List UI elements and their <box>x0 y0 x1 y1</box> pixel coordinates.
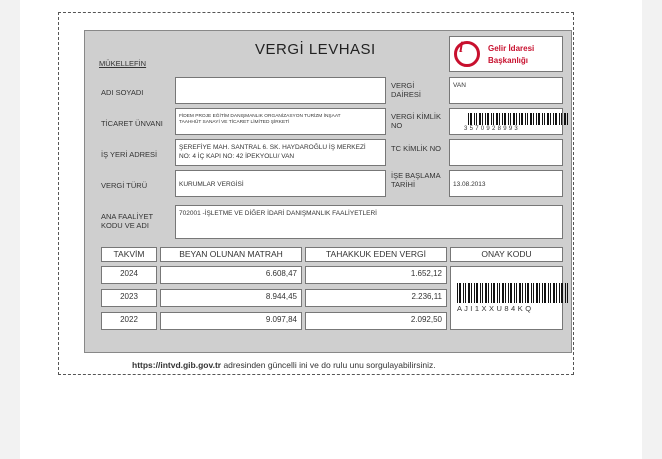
barcode-bar <box>514 283 515 303</box>
barcode-bar <box>544 113 545 125</box>
barcode-bar <box>513 113 515 125</box>
page-title: VERGİ LEVHASI <box>255 41 376 58</box>
table-header-tax: TAHAKKUK EDEN VERGİ <box>305 247 447 262</box>
barcode-bar <box>538 113 540 125</box>
row-2022-year: 2022 <box>101 312 157 330</box>
barcode-bar <box>542 113 543 125</box>
start-label-2: TARİHİ <box>391 180 416 189</box>
barcode-bar <box>465 283 466 303</box>
barcode-bar <box>531 283 532 303</box>
barcode-bar <box>544 283 546 303</box>
tax-id-number: 3 5 7 0 9 2 8 9 9 3 <box>464 126 519 132</box>
gib-logo-text-1: Gelir İdaresi <box>488 44 535 53</box>
barcode-bar <box>474 283 475 303</box>
barcode-bar <box>457 283 458 303</box>
barcode-bar <box>474 113 475 125</box>
tax-plate-panel <box>84 30 572 353</box>
barcode-bar <box>499 113 500 125</box>
section-label: MÜKELLEFİN <box>99 59 147 68</box>
gib-logo-icon <box>454 41 480 67</box>
barcode-bar <box>491 113 492 125</box>
barcode-bar <box>485 283 487 303</box>
barcode-bar <box>553 113 554 125</box>
barcode-bar <box>533 283 534 303</box>
barcode-bar <box>479 113 481 125</box>
trade-name-label: TİCARET ÜNVANI <box>101 119 163 128</box>
barcode-bar <box>482 283 483 303</box>
trade-name-line-1: FİDEM PROJE EĞİTİM DANIŞMANLIK ORGANİZASYON TURİZM İNŞAAT <box>179 114 341 119</box>
barcode-bar <box>487 113 489 125</box>
barcode-bar <box>497 283 498 303</box>
barcode-bar <box>491 283 492 303</box>
barcode-bar <box>505 283 506 303</box>
start-label-1: İŞE BAŞLAMA <box>391 171 441 180</box>
barcode-bar <box>527 113 528 125</box>
barcode-bar <box>502 113 503 125</box>
approval-barcode <box>457 283 570 303</box>
barcode-bar <box>553 283 555 303</box>
gib-logo <box>449 36 563 72</box>
tax-type-label: VERGİ TÜRÜ <box>101 181 148 190</box>
barcode-bar <box>536 283 538 303</box>
barcode-bar <box>510 283 512 303</box>
office-field: VAN <box>449 77 563 104</box>
row-2023-matrah: 8.944,45 <box>160 289 302 307</box>
barcode-bar <box>555 113 557 125</box>
barcode-bar <box>485 113 486 125</box>
barcode-bar <box>499 283 500 303</box>
barcode-bar <box>525 113 526 125</box>
address-line-1: ŞEREFİYE MAH. SANTRAL 6. SK. HAYDAROĞLU İŞ MERKEZİ <box>179 144 366 151</box>
activity-label-2: KODU VE ADI <box>101 221 149 230</box>
activity-label-1: ANA FAALİYET <box>101 212 154 221</box>
barcode-bar <box>550 283 551 303</box>
barcode-bar <box>564 113 566 125</box>
barcode-bar <box>510 113 511 125</box>
row-2024-tax: 1.652,12 <box>305 266 447 284</box>
row-2024-matrah: 6.608,47 <box>160 266 302 284</box>
barcode-bar <box>530 113 532 125</box>
barcode-bar <box>482 113 483 125</box>
tax-id-field <box>449 108 563 135</box>
barcode-bar <box>525 283 526 303</box>
footer-note <box>132 360 436 370</box>
barcode-bar <box>508 283 509 303</box>
barcode-bar <box>548 283 549 303</box>
barcode-bar <box>493 283 495 303</box>
row-2022-tax: 2.092,50 <box>305 312 447 330</box>
barcode-bar <box>567 283 568 303</box>
tax-id-barcode <box>468 112 570 125</box>
table-header-year: TAKVİM <box>101 247 157 262</box>
barcode-bar <box>480 283 481 303</box>
tax-id-label-1: VERGİ KİMLİK <box>391 112 442 121</box>
barcode-bar <box>502 283 504 303</box>
barcode-bar <box>559 113 560 125</box>
name-label: ADI SOYADI <box>101 88 144 97</box>
barcode-bar <box>547 113 549 125</box>
barcode-bar <box>459 283 461 303</box>
address-field <box>175 139 386 166</box>
row-2024-year: 2024 <box>101 266 157 284</box>
barcode-bar <box>559 283 560 303</box>
barcode-bar <box>536 113 537 125</box>
table-header-approval: ONAY KODU <box>450 247 563 262</box>
name-field <box>175 77 386 104</box>
barcode-bar <box>516 283 517 303</box>
approval-code-text: A J I 1 X X U 8 4 K Q <box>457 304 532 313</box>
address-label: İŞ YERİ ADRESİ <box>101 150 158 159</box>
tax-id-label-2: NO <box>391 121 403 130</box>
row-2023-tax: 2.236,11 <box>305 289 447 307</box>
barcode-bar <box>504 113 506 125</box>
barcode-bar <box>476 113 477 125</box>
barcode-bar <box>542 283 543 303</box>
barcode-bar <box>556 283 557 303</box>
barcode-bar <box>516 113 517 125</box>
barcode-bar <box>550 113 551 125</box>
barcode-bar <box>561 283 563 303</box>
approval-code-box <box>450 266 563 330</box>
barcode-bar <box>521 113 523 125</box>
row-2022-matrah: 9.097,84 <box>160 312 302 330</box>
barcode-bar <box>561 113 562 125</box>
barcode-bar <box>522 283 523 303</box>
start-date-field: 13.08.2013 <box>449 170 563 197</box>
tc-label: TC KİMLİK NO <box>391 144 442 153</box>
barcode-bar <box>476 283 478 303</box>
barcode-bar <box>468 283 470 303</box>
barcode-bar <box>468 113 469 125</box>
tax-type-field: KURUMLAR VERGİSİ <box>175 170 386 197</box>
barcode-bar <box>496 113 498 125</box>
barcode-bar <box>539 283 540 303</box>
barcode-bar <box>527 283 529 303</box>
gib-logo-letter: i <box>459 40 464 56</box>
activity-field: 702001 -İŞLETME VE DİĞER İDARİ DANIŞMANLIK FAALİYETLERİ <box>175 205 563 239</box>
office-label-1: VERGİ <box>391 81 415 90</box>
barcode-bar <box>493 113 494 125</box>
barcode-bar <box>508 113 509 125</box>
row-2023-year: 2023 <box>101 289 157 307</box>
barcode-bar <box>565 283 566 303</box>
office-label-2: DAİRESİ <box>391 90 422 99</box>
table-header-matrah: BEYAN OLUNAN MATRAH <box>160 247 302 262</box>
trade-name-line-2: TAAHHÜT SANAYİ VE TİCARET LİMİTED ŞİRKETİ <box>179 120 290 125</box>
barcode-bar <box>567 113 568 125</box>
barcode-bar <box>470 113 472 125</box>
footer-url[interactable]: https://intvd.gib.gov.tr <box>132 360 222 370</box>
address-line-2: NO: 4 İÇ KAPI NO: 42 İPEKYOLU/ VAN <box>179 153 295 160</box>
gib-logo-text-2: Başkanlığı <box>488 56 529 65</box>
barcode-bar <box>471 283 472 303</box>
barcode-bar <box>519 113 520 125</box>
barcode-bar <box>533 113 534 125</box>
tc-field <box>449 139 563 166</box>
barcode-bar <box>519 283 521 303</box>
trade-name-field <box>175 108 386 135</box>
barcode-bar <box>463 283 464 303</box>
barcode-bar <box>488 283 489 303</box>
footer-text: adresinden güncelli ini ve do rulu unu sorgulayabilirsiniz. <box>221 360 436 370</box>
